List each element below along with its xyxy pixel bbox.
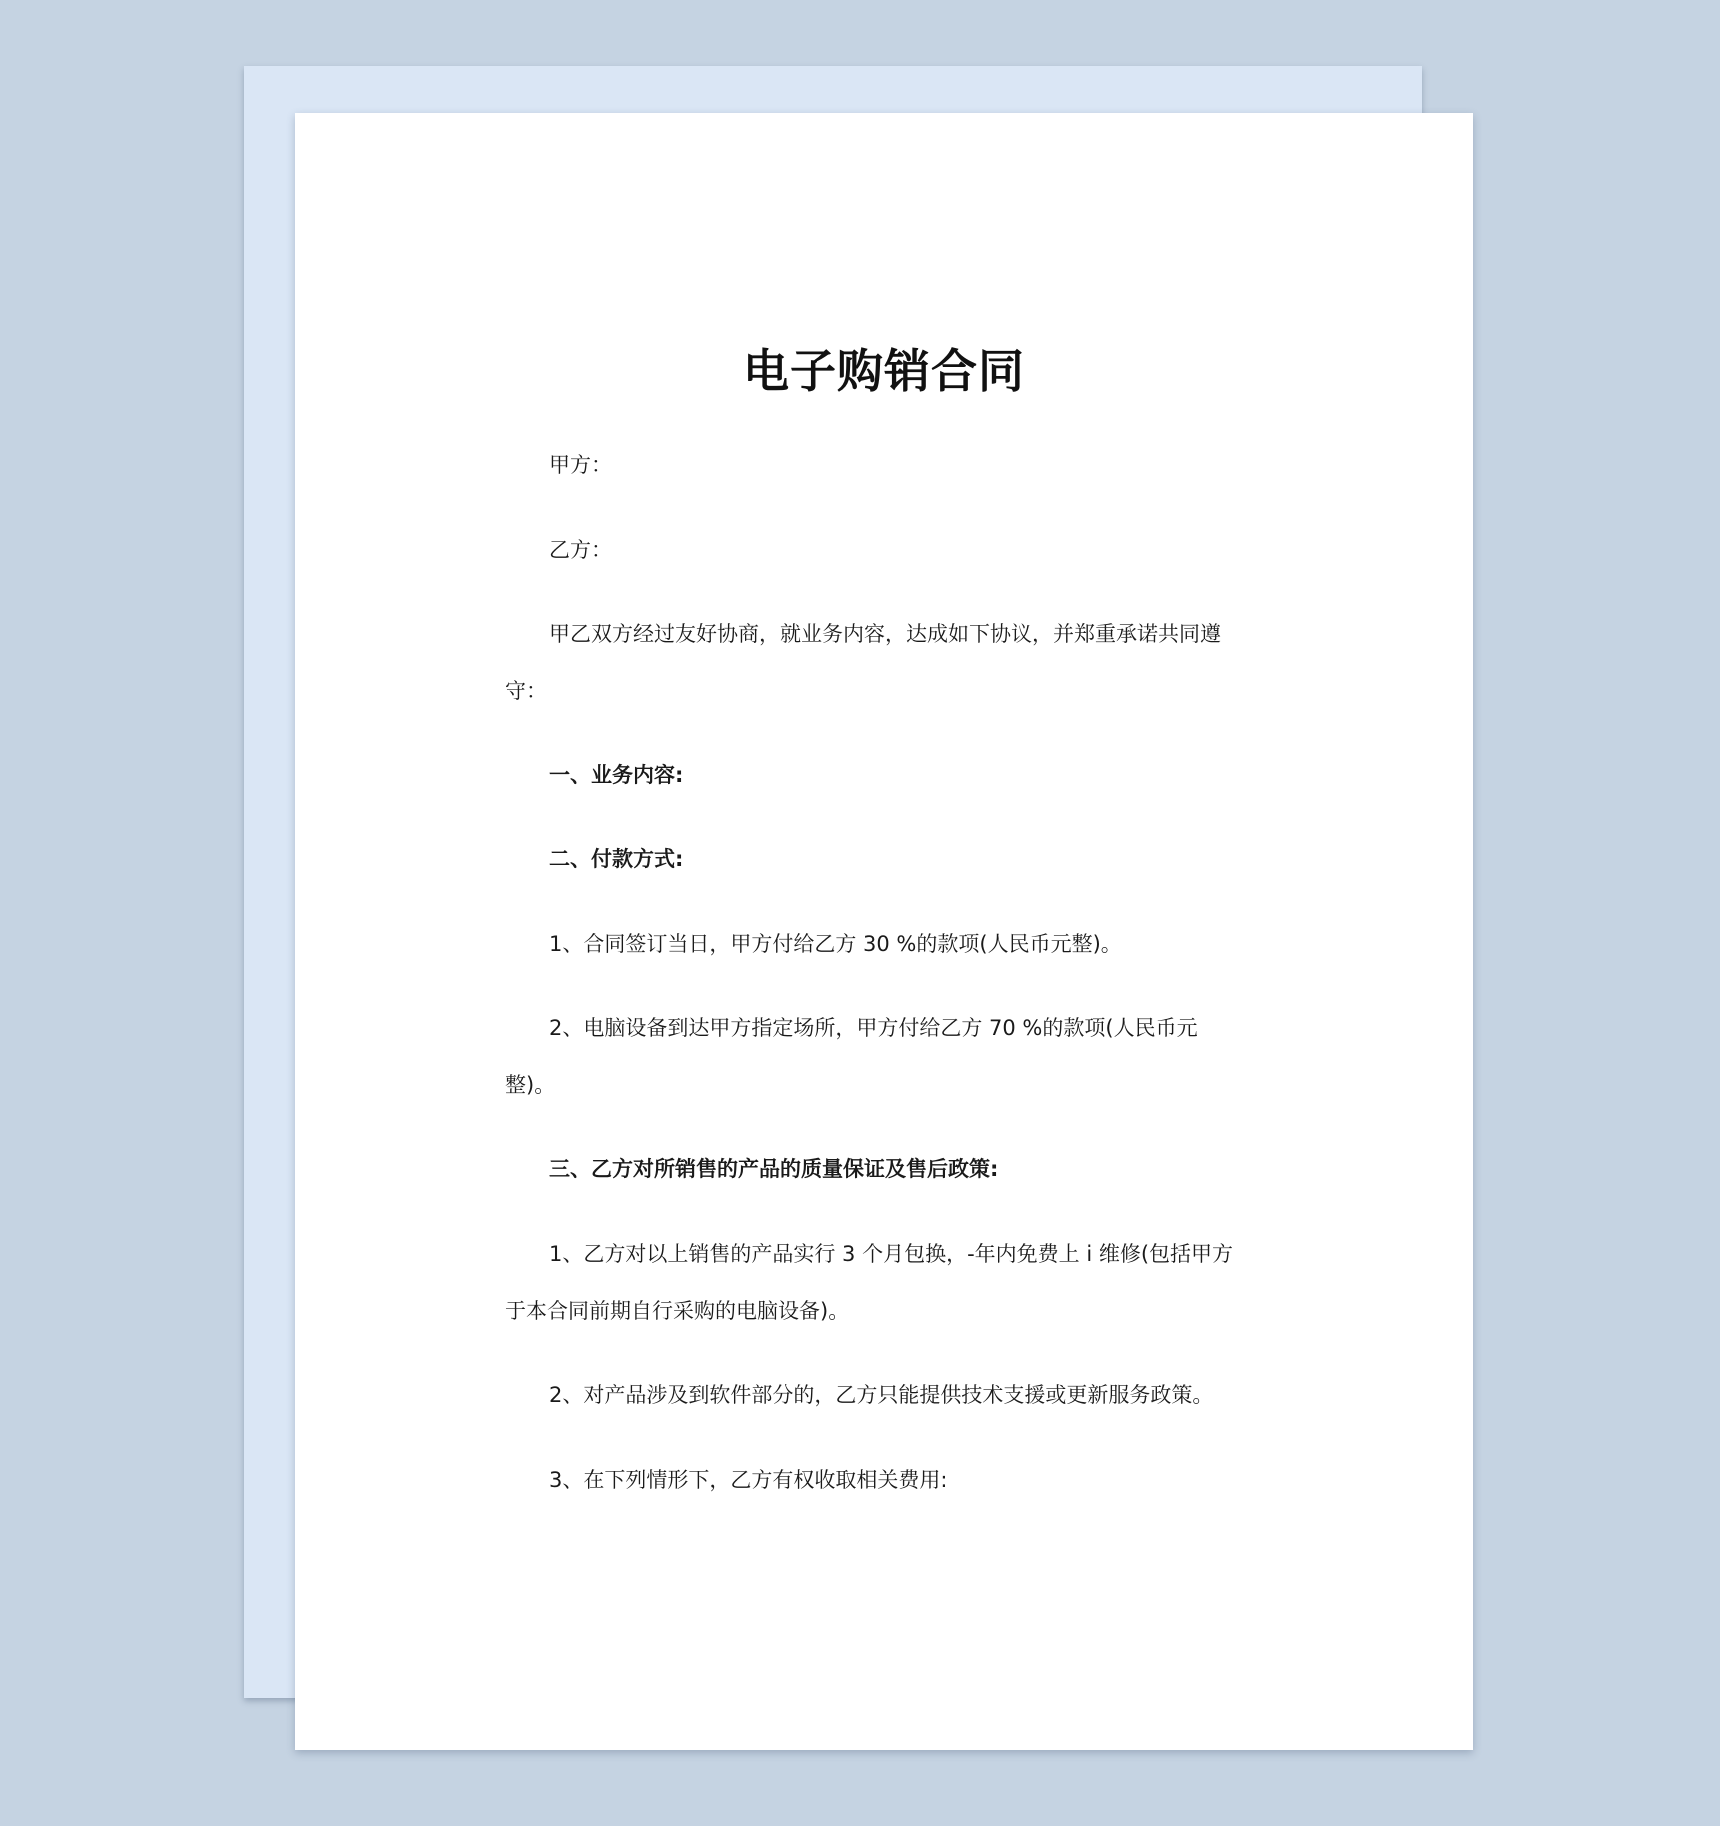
contract-page xyxy=(295,113,1473,1750)
warranty-clause-3: 3、在下列情形下，乙方有权收取相关费用: xyxy=(549,1468,948,1492)
party-b-line: 乙方： xyxy=(549,538,612,562)
warranty-clause-1-line-2: 于本合同前期自行采购的电脑设备)。 xyxy=(505,1299,850,1323)
document-title: 电子购销合同 xyxy=(743,344,1025,398)
section-payment-heading: 二、付款方式: xyxy=(549,847,684,871)
section-warranty-heading: 三、乙方对所销售的产品的质量保证及售后政策: xyxy=(549,1157,999,1181)
warranty-clause-1-line-1: 1、乙方对以上销售的产品实行 3 个月包换，-年内免费上 i 维修(包括甲方 xyxy=(549,1242,1234,1266)
warranty-clause-2: 2、对产品涉及到软件部分的，乙方只能提供技术支援或更新服务政策。 xyxy=(549,1383,1214,1407)
party-a-line: 甲方： xyxy=(549,453,612,477)
section-business-heading: 一、业务内容: xyxy=(549,763,684,787)
payment-clause-2-line-1: 2、电脑设备到达甲方指定场所，甲方付给乙方 70 %的款项(人民币元 xyxy=(549,1016,1198,1040)
payment-clause-2-line-2: 整)。 xyxy=(505,1073,556,1097)
preamble-line-2: 守： xyxy=(505,679,547,703)
payment-clause-1: 1、合同签订当日，甲方付给乙方 30 %的款项(人民币元整)。 xyxy=(549,932,1122,956)
preamble-line-1: 甲乙双方经过友好协商，就业务内容，达成如下协议，并郑重承诺共同遵 xyxy=(549,622,1221,646)
